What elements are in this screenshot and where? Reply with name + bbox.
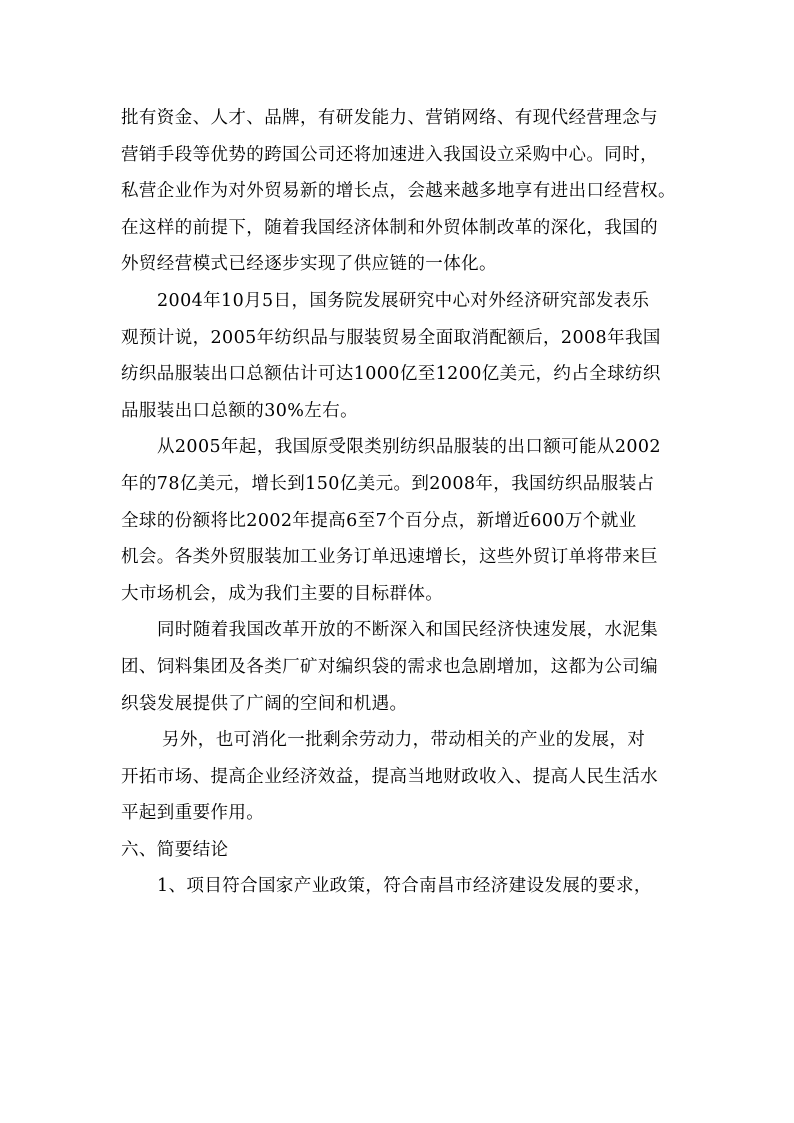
text-line: 大市场机会，成为我们主要的目标群体。 [121, 583, 444, 604]
body-text [121, 100, 687, 905]
list-item: 1、项目符合国家产业政策，符合南昌市经济建设发展的要求， [157, 876, 652, 897]
text-line: 私营企业作为对外贸易新的增长点，会越来越多地享有进出口经营权。 [121, 181, 676, 202]
paragraph-first-line: 另外，也可消化一批剩余劳动力，带动相关的产业的发展，对 [162, 730, 646, 751]
text-line: 品服装出口总额的30%左右。 [121, 400, 358, 421]
text-line: 机会。各类外贸服装加工业务订单迅速增长，这些外贸订单将带来巨 [121, 547, 658, 568]
text-line: 纺织品服装出口总额估计可达1000亿至1200亿美元，约占全球纺织 [121, 364, 661, 385]
text-line: 外贸经营模式已经逐步实现了供应链的一体化。 [121, 254, 497, 275]
paragraph-first-line: 从2005年起，我国原受限类别纺织品服装的出口额可能从2002 [157, 437, 661, 458]
text-line: 团、饲料集团及各类厂矿对编织袋的需求也急剧增加，这都为公司编 [121, 656, 658, 677]
text-line: 开拓市场、提高企业经济效益，提高当地财政收入、提高人民生活水 [121, 766, 658, 787]
text-line: 全球的份额将比2002年提高6至7个百分点，新增近600万个就业 [121, 510, 637, 531]
paragraph-first-line: 同时随着我国改革开放的不断深入和国民经济快速发展，水泥集 [157, 620, 659, 641]
text-line: 织袋发展提供了广阔的空间和机遇。 [121, 693, 408, 714]
paragraph-first-line: 2004年10月5日，国务院发展研究中心对外经济研究部发表乐 [157, 290, 650, 311]
text-line: 观预计说，2005年纺织品与服装贸易全面取消配额后，2008年我国 [121, 327, 661, 348]
text-line: 平起到重要作用。 [121, 803, 265, 824]
text-line: 在这样的前提下，随着我国经济体制和外贸体制改革的深化，我国的 [121, 217, 658, 238]
section-heading: 六、简要结论 [121, 839, 229, 860]
text-line: 营销手段等优势的跨国公司还将加速进入我国设立采购中心。同时， [121, 144, 658, 165]
text-line: 年的78亿美元，增长到150亿美元。到2008年，我国纺织品服装占 [121, 473, 655, 494]
text-line: 批有资金、人才、品牌，有研发能力、营销网络、有现代经营理念与 [121, 108, 658, 128]
